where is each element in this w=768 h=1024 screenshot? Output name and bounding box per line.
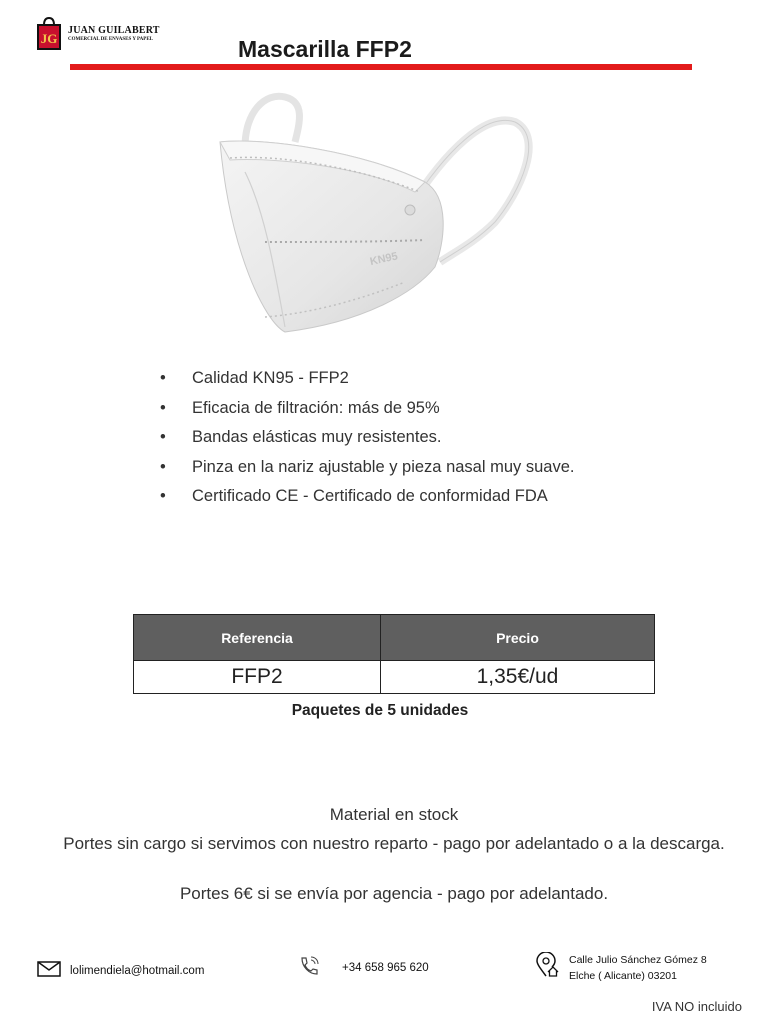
- brand-initials: JG: [40, 31, 58, 46]
- header-reference: Referencia: [134, 615, 381, 661]
- shipping-agency-note: Portes 6€ si se envía por agencia - pago por adelantado.: [179, 884, 609, 903]
- cell-price: 1,35€/ud: [380, 661, 654, 694]
- address-line-1: Calle Julio Sánchez Gómez 8: [569, 954, 707, 966]
- phone-icon: [298, 955, 320, 980]
- table-row: [134, 661, 655, 694]
- phone-text: +34 658 965 620: [342, 961, 429, 974]
- mask-product-image: [205, 92, 545, 342]
- price-table: [133, 614, 655, 694]
- feature-item: • Calidad KN95 - FFP2: [160, 364, 574, 394]
- contact-email[interactable]: [37, 961, 204, 980]
- stock-note: Material en stock: [329, 805, 459, 824]
- cell-reference: FFP2: [134, 661, 381, 694]
- feature-item: • Certificado CE - Certificado de conformidad FDA: [160, 482, 574, 512]
- contact-address: [535, 952, 707, 984]
- brand-logo: [36, 16, 160, 50]
- header-price: Precio: [380, 615, 654, 661]
- feature-item: • Eficacia de filtración: más de 95%: [160, 394, 574, 424]
- brand-tagline: COMERCIAL DE ENVASES Y PAPEL: [68, 36, 154, 42]
- brand-name: JUAN GUILABERT: [68, 24, 160, 36]
- email-text: lolimendiela@hotmail.com: [70, 964, 205, 977]
- packaging-note: Paquetes de 5 unidades: [291, 702, 469, 719]
- mask-print-label: KN95: [368, 250, 399, 269]
- shopping-bag-logo-icon: [36, 16, 62, 50]
- feature-item: • Bandas elásticas muy resistentes.: [160, 423, 574, 453]
- title-divider: [70, 64, 692, 70]
- envelope-icon: [37, 961, 61, 980]
- address-line-2: Elche ( Alicante) 03201: [569, 970, 677, 982]
- tax-note: IVA NO incluido: [651, 999, 742, 1014]
- shipping-free-note: Portes sin cargo si servimos con nuestro reparto - pago por adelantado o a la descarga.: [63, 834, 725, 853]
- page-title: Mascarilla FFP2: [238, 36, 412, 62]
- feature-list: [160, 364, 574, 512]
- location-home-icon: [535, 952, 559, 981]
- feature-item: • Pinza en la nariz ajustable y pieza nasal muy suave.: [160, 453, 574, 483]
- contact-phone[interactable]: [298, 955, 429, 980]
- price-table-header: [134, 615, 655, 661]
